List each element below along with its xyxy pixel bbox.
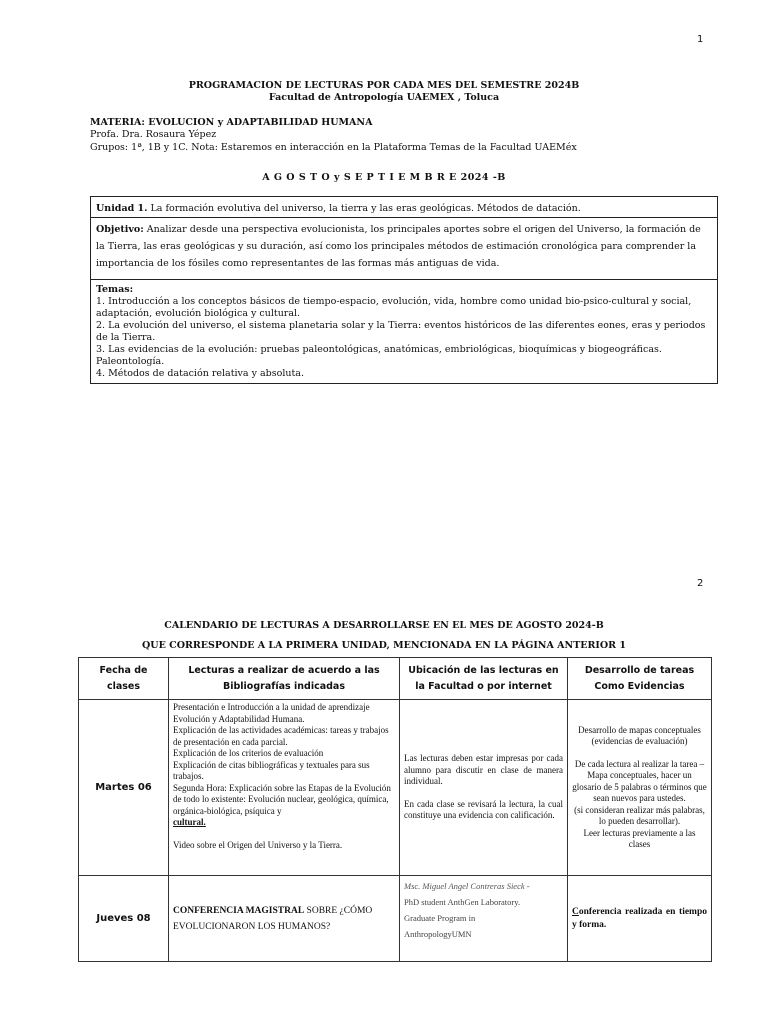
- speaker-affiliation: PhD student AnthGen Laboratory.: [404, 897, 521, 907]
- speaker-name: Msc. Miguel Angel Contreras Sieck: [404, 881, 525, 891]
- tasks-first-letter: C: [572, 906, 579, 917]
- table-row: [79, 876, 712, 962]
- reading-cultural: cultural.: [173, 817, 206, 827]
- page-number: 1: [697, 34, 704, 45]
- location-cell: [400, 700, 568, 876]
- location-paragraph: En cada clase se revisará la lectura, la cual constituye una evidencia con calificación.: [404, 798, 563, 821]
- class-date: Jueves 08: [79, 876, 169, 962]
- topics-label: Temas:: [96, 284, 134, 295]
- calendar-subheading: QUE CORRESPONDE A LA PRIMERA UNIDAD, MENCIONADA EN LA PÁGINA ANTERIOR 1: [142, 640, 626, 651]
- professor-line: Profa. Dra. Rosaura Yépez: [90, 129, 217, 140]
- speaker-affiliation: AnthropologyUMN: [404, 929, 472, 939]
- topic-item: 3. Las evidencias de la evolución: pruebas paleontológicas, anatómicas, embriológicas, bioquímicas y biogeográficas. Paleontología.: [96, 344, 662, 367]
- reading-line: Presentación e Introducción a la unidad de aprendizaje Evolución y Adaptabilidad Humana.: [173, 702, 370, 724]
- table-row: [79, 700, 712, 876]
- reading-video: Video sobre el Origen del Universo y la Tierra.: [173, 839, 343, 850]
- objective-text: Analizar desde una perspectiva evolucionista, los principales aportes sobre el origen del Universo, la formación de la Tierra, las eras geológicas y su duración, así como los principales métodos de estimación cronológica para comprender la importancia de los fósiles como representantes de las formas más antiguas de vida.: [96, 224, 701, 269]
- tasks-paragraph: (evidencias de evaluación): [591, 736, 688, 746]
- column-header-readings: Lecturas a realizar de acuerdo a las Bibliografías indicadas: [169, 658, 400, 700]
- tasks-paragraph: Leer lecturas previamente a las clases: [583, 827, 696, 849]
- topic-item: 1. Introducción a los conceptos básicos de tiempo-espacio, evolución, vida, hombre como unidad bio-psico-cultural y social, adaptación, evolución biológica y cultural.: [96, 296, 692, 319]
- tasks-paragraph: (si consideran realizar más palabras, lo pueden desarrollar).: [574, 804, 705, 826]
- unit-box: [90, 196, 718, 384]
- location-paragraph: Las lecturas deben estar impresas por cada alumno para discutir en clase de manera individual.: [404, 753, 563, 787]
- readings-cell: [169, 700, 400, 876]
- column-header-tasks: Desarrollo de tareas Como Evidencias: [568, 658, 712, 700]
- conference-label: CONFERENCIA MAGISTRAL: [173, 905, 305, 916]
- reading-line: Explicación de citas bibliográficas y textuales para sus trabajos.: [173, 759, 370, 781]
- topics-row: [91, 280, 717, 383]
- unit-text: La formación evolutiva del universo, la tierra y las eras geológicas. Métodos de datación.: [147, 203, 581, 214]
- reading-line: Segunda Hora: Explicación sobre las Etapas de la Evolución de todo lo existente: Evolución nuclear, geológica, química, orgánica-biológica, psíquica y: [173, 782, 391, 816]
- reading-line: Explicación de los criterios de evaluación: [173, 748, 324, 758]
- topic-item: 4. Métodos de datación relativa y absoluta.: [96, 368, 304, 379]
- tasks-text: onferencia realizada en tiempo y forma.: [572, 906, 707, 930]
- reading-line: Explicación de las actividades académicas: tareas y trabajos de presentación en cada parcial.: [173, 725, 389, 747]
- class-date: Martes 06: [79, 700, 169, 876]
- conference-topic: SOBRE ¿CÓMO EVOLUCIONARON LOS HUMANOS?: [173, 905, 373, 932]
- tasks-paragraph: De cada lectura al realizar la tarea –Mapa conceptuales, hacer un glosario de 5 palabras o términos que sean nuevos para ustedes.: [572, 758, 707, 803]
- column-header-date: Fecha de clases: [79, 658, 169, 700]
- unit-row: [91, 197, 717, 218]
- month-heading: A G O S T O y S E P T I E M B R E 2024 -B: [262, 172, 506, 183]
- readings-cell: [169, 876, 400, 962]
- unit-label: Unidad 1.: [96, 203, 148, 214]
- table-header-row: [79, 658, 712, 700]
- page-number: 2: [697, 578, 704, 589]
- location-cell: Msc. Miguel Angel Contreras Sieck - PhD student AnthGen Laboratory. Graduate Program in AnthropologyUMN: [400, 876, 568, 962]
- speaker-affiliation: Graduate Program in: [404, 913, 476, 923]
- groups-line: Grupos: 1ª, 1B y 1C. Nota: Estaremos en interacción en la Plataforma Temas de la Facultad UAEMéx: [90, 142, 577, 153]
- topic-item: 2. La evolución del universo, el sistema planetaria solar y la Tierra: eventos históricos de las diferentes eones, eras y periodos de la Tierra.: [96, 320, 706, 343]
- objective-row: [91, 218, 717, 280]
- document-title: PROGRAMACION DE LECTURAS POR CADA MES DEL SEMESTRE 2024B: [188, 80, 580, 91]
- tasks-cell: [568, 700, 712, 876]
- calendar-heading: CALENDARIO DE LECTURAS A DESARROLLARSE EN EL MES DE AGOSTO 2024-B: [164, 620, 604, 631]
- column-header-location: Ubicación de las lecturas en la Facultad o por internet: [400, 658, 568, 700]
- materia-line: MATERIA: EVOLUCION y ADAPTABILIDAD HUMANA: [90, 117, 373, 128]
- document-subtitle: Facultad de Antropología UAEMEX , Toluca: [268, 92, 500, 103]
- tasks-paragraph: Desarrollo de mapas conceptuales: [578, 724, 701, 735]
- tasks-cell: [568, 876, 712, 962]
- calendar-table: [78, 657, 712, 962]
- objective-label: Objetivo:: [96, 224, 144, 235]
